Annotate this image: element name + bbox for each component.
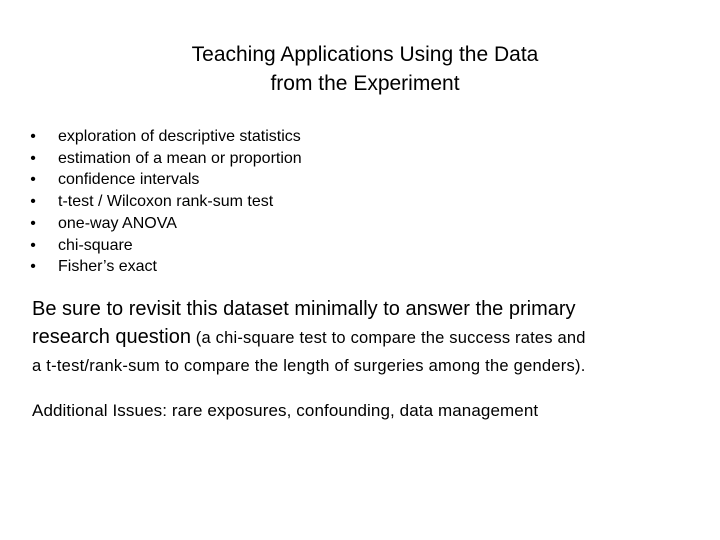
revisit-line-2-emphasis: research question [32, 326, 191, 348]
list-item-text: Fisher’s exact [58, 258, 157, 276]
bullet-icon: • [30, 128, 36, 145]
title-line-2: from the Experiment [270, 72, 460, 95]
list-item-text: confidence intervals [58, 171, 200, 189]
bullet-icon: • [30, 193, 36, 211]
slide-title [0, 40, 720, 98]
list-item [28, 126, 302, 148]
list-item [28, 169, 302, 191]
title-line-1: Teaching Applications Using the Data [191, 43, 539, 66]
list-item [28, 256, 302, 278]
bullet-icon: • [30, 214, 36, 232]
list-item-text: chi-square [58, 236, 133, 254]
additional-issues-paragraph: Additional Issues: rare exposures, confounding, data management [32, 401, 539, 420]
list-item [28, 213, 302, 235]
list-item [28, 235, 302, 257]
bullet-icon: • [30, 149, 36, 167]
list-item [28, 191, 302, 213]
bullet-icon: • [30, 236, 36, 254]
revisit-line-2-detail: (a chi-square test to compare the success rates and [190, 329, 586, 347]
list-item-text: estimation of a mean or proportion [58, 149, 302, 167]
list-item-text: t-test / Wilcoxon rank-sum test [58, 193, 274, 211]
list-item-text: exploration of descriptive statistics [58, 128, 301, 145]
revisit-paragraph [32, 295, 712, 380]
revisit-line-3: a t-test/rank-sum to compare the length of surgeries among the genders). [32, 357, 586, 375]
revisit-line-1: Be sure to revisit this dataset minimally to answer the primary [32, 298, 576, 320]
bullet-icon: • [30, 258, 36, 276]
list-item [28, 148, 302, 170]
teaching-applications-list [28, 126, 302, 278]
list-item-text: one-way ANOVA [58, 214, 177, 232]
bullet-icon: • [30, 171, 36, 189]
